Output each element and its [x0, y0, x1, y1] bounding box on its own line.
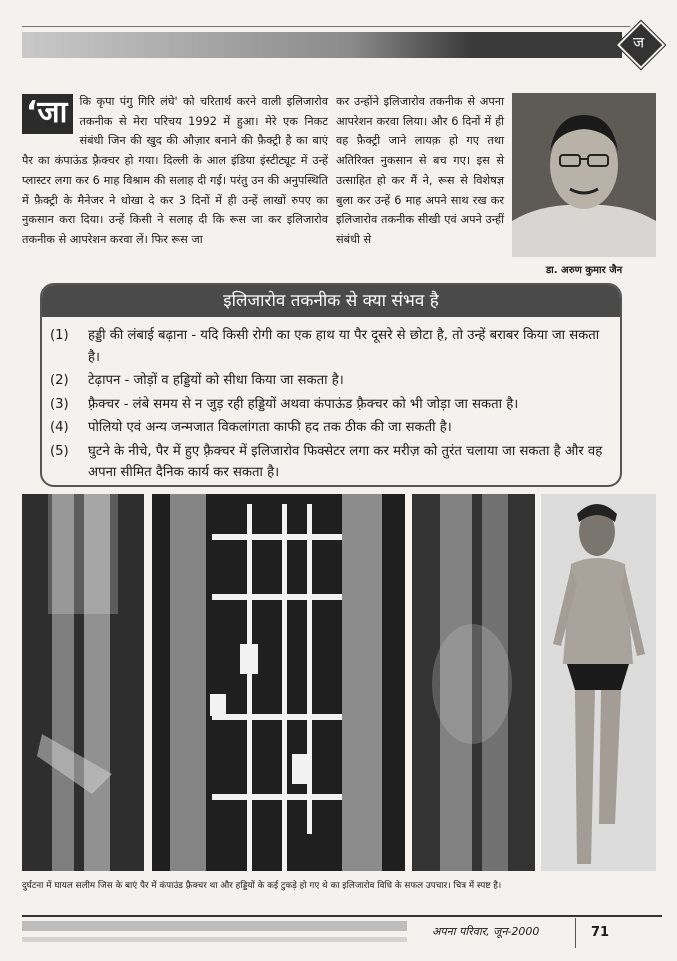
logo-glyph: ज	[633, 33, 645, 52]
item-number: (2)	[50, 373, 69, 388]
item-number: (1)	[50, 328, 69, 343]
footer-band-2	[22, 937, 407, 942]
list-item	[50, 417, 610, 439]
info-box	[40, 283, 622, 487]
item-text: पोलियो एवं अन्य जन्मजात विकलांगता काफी हद तक ठीक की जा सकती है।	[88, 420, 452, 435]
header-rule	[22, 26, 630, 27]
xray-photo-3	[412, 494, 535, 871]
photo-caption: दुर्घटना में घायल सलीम जिस के बाएं पैर में कंपाउंड फ़्रैक्चर था और हड्डियों के कई टुकड़े हो गए थे का इलिजारोव विधि के सफल उपचार। चित्र में स्पष्ट है।	[22, 881, 502, 891]
item-text: हड्डी की लंबाई बढ़ाना - यदि किसी रोगी का एक हाथ या पैर दूसरे से छोटा है, तो उन्हें बराबर किया जा सकता है।	[88, 328, 600, 365]
item-text: फ़्रैक्चर - लंबे समय से न जुड़ रही हड्डियों अथवा कंपाऊंड फ़्रैक्चर को भी जोड़ा जा सकता है।	[88, 396, 519, 412]
page-number: 71	[575, 918, 624, 948]
item-text: घुटने के नीचे, पैर में हुए फ़्रैक्चर में इलिजारोव फिक्सेटर लगा कर मरीज़ को तुरंत चलाया जा सकता है और वह अपना सीमित दैनिक कार्य कर सकता है।	[88, 443, 603, 480]
author-caption: डा. अरुण कुमार जैन	[545, 265, 623, 276]
footer-band	[22, 921, 407, 931]
magazine-name: अपना परिवार, जून-2000	[432, 925, 540, 938]
info-box-list	[50, 325, 610, 486]
list-item	[50, 370, 610, 392]
footer-rule	[22, 915, 662, 917]
info-box-title: इलिजारोव तकनीक से क्या संभव है	[42, 285, 620, 317]
intro-column-2: कर उन्होंने इलिजारोव तकनीक से अपना आपरेशन करवा लिया। और 6 दिनों में ही वह फ़ैक्ट्री जाने लायक़ हो गए तथा अतिरिक्त नुकसान से बच गए। इस से उत्साहित हो कर मैं ने, रूस से विशेषज्ञ बुला कर उन्हें 6 माह अपने साथ रख कर इलिजारोव तकनीक सीखी एवं अपने उन्हीं संबंधी से	[336, 95, 504, 246]
magazine-logo-icon	[617, 21, 665, 69]
item-number: (4)	[50, 420, 69, 435]
patient-photo	[541, 494, 656, 871]
author-photo	[512, 93, 656, 257]
drop-cap: ‘जा	[22, 94, 73, 134]
list-item	[50, 441, 610, 484]
list-item	[50, 394, 610, 416]
item-number: (5)	[50, 443, 69, 459]
item-number: (3)	[50, 396, 69, 412]
intro-column-1	[22, 92, 328, 250]
xray-photo-2	[152, 494, 405, 871]
xray-photo-1	[22, 494, 144, 871]
list-item	[50, 325, 610, 368]
intro-text-1: कि कृपा पंगु गिरि लंघे' को चरितार्थ करने वाली इलिजारोव तकनीक से मेरा परिचय 1992 में हुआ। मेरे एक निकट संबंधी जिन की खुद की औज़ार बनाने की फ़ैक्ट्री है का बाएं पैर का कंपाऊंड फ़्रैक्चर हो गया। दिल्ली के आल इंडिया इंस्टीट्यूट में उन्हें प्लास्टर लगा कर 6 माह विश्राम की सलाह दी गई। परंतु उन की अनुपस्थिति में फ़ैक्ट्री के मैनेजर ने धोखा दे कर 3 दिनों में ही उन्हें लाखों रुपए का नुकसान करा दिया। उन्हें किसी ने सलाह दी कि रूस जा कर इलिजारोव तकनीक से आपरेशन करवा लें। फिर रूस जा	[22, 95, 328, 246]
header-band	[22, 32, 622, 58]
item-text: टेढ़ापन - जोड़ों व हड्डियों को सीधा किया जा सकता है।	[88, 373, 344, 388]
